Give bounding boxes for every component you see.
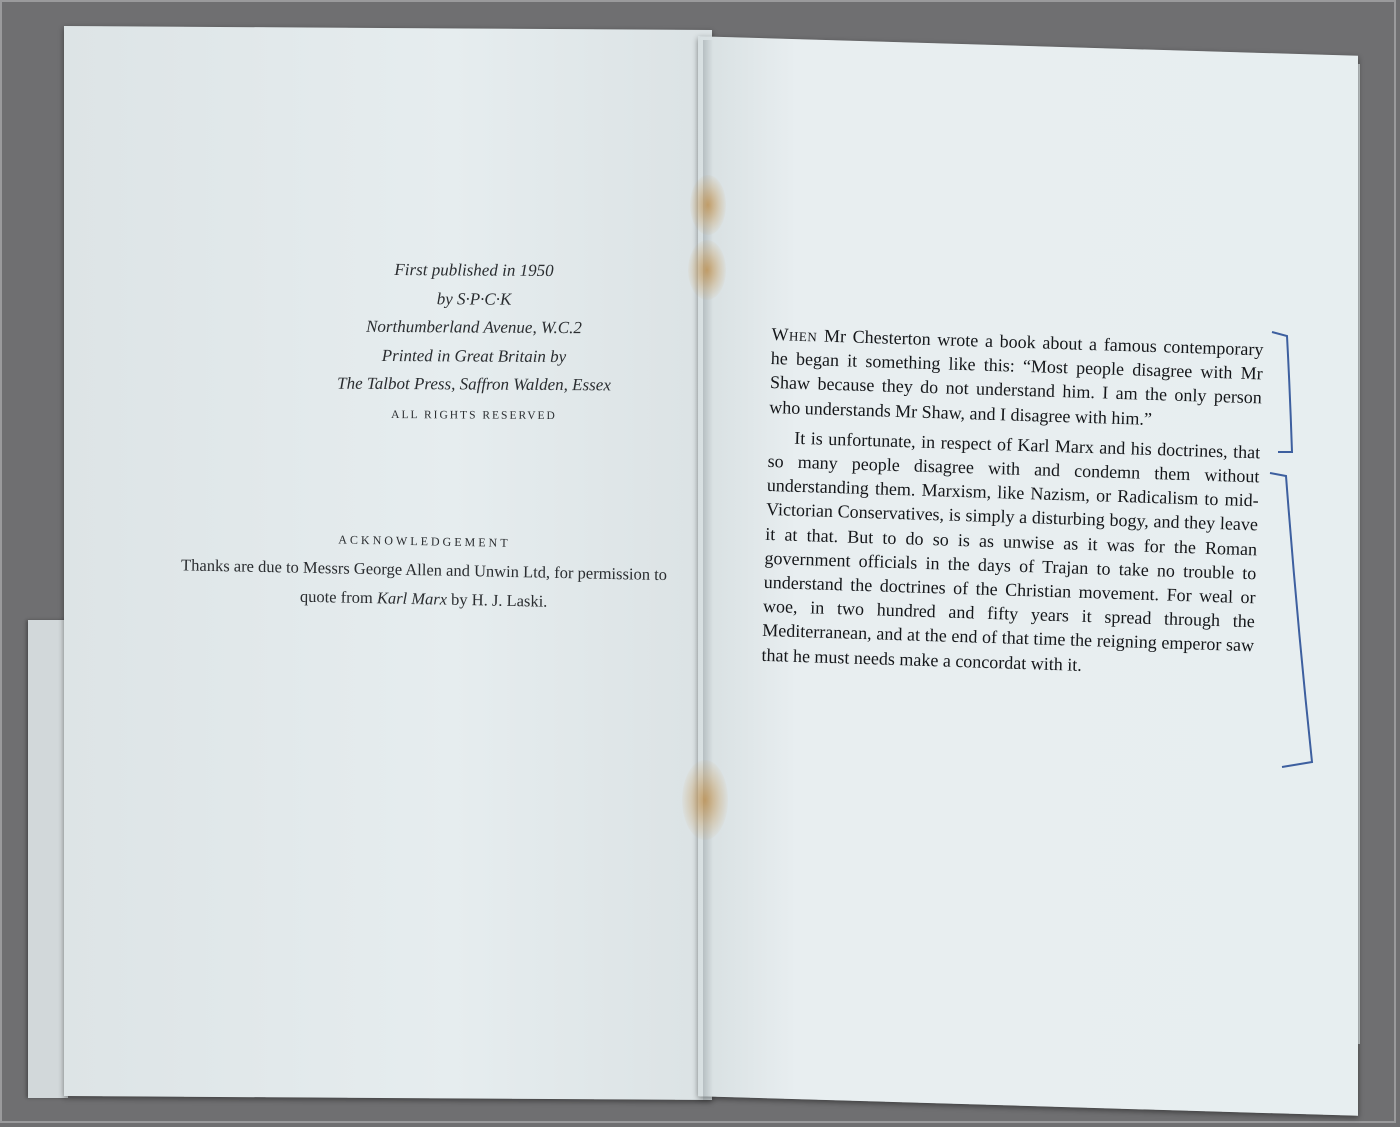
bracket-mark-1 <box>1272 332 1292 452</box>
imprint-line-publisher: by S·P·C·K <box>436 288 512 309</box>
bracket-mark-2 <box>1270 473 1312 767</box>
rights-reserved: ALL RIGHTS RESERVED <box>391 408 557 422</box>
imprint-line-address: Northumberland Avenue, W.C.2 <box>366 316 582 338</box>
acknowledgement-text-before: Thanks are due to Messrs George Allen and Unwin Ltd, for permission to quote from <box>180 555 668 608</box>
imprint-line-printer: The Talbot Press, Saffron Walden, Essex <box>337 373 611 395</box>
acknowledgement-book-title: Karl Marx <box>376 588 448 609</box>
paragraph-1-lead: When <box>771 323 818 346</box>
imprint-line-first-published: First published in 1950 <box>394 260 554 281</box>
paragraph-1-text: Mr Chesterton wrote a book about a famous contemporary he began it something like this: “Most people disagree with Mr Shaw because they do not understand him. I am the only person who understands Mr Shaw, and I disagree with him.” <box>769 325 1264 429</box>
acknowledgement-heading: ACKNOWLEDGEMENT <box>338 532 511 550</box>
paragraph-2: It is unfortunate, in respect of Karl Marx and his doctrines, that so many people disagree with and condemn them without understanding them. Marxism, like Nazism, or Radicalism to mid-Victorian Conservatives, is simply a disturbing bogy, and they leave it at that. But to do so is as unwise as it was for the Roman government officials in the days of Trajan to take no trouble to understand the doctrines of the Christian movement. For weal or woe, in two hundred and fifty years it spread through the Mediterranean, and at the end of that time the reigning emperor saw that he must needs make a concordat with it. <box>761 427 1261 675</box>
acknowledgement-text-after: by H. J. Laski. <box>446 589 548 611</box>
imprint-line-printed: Printed in Great Britain by <box>381 345 567 366</box>
